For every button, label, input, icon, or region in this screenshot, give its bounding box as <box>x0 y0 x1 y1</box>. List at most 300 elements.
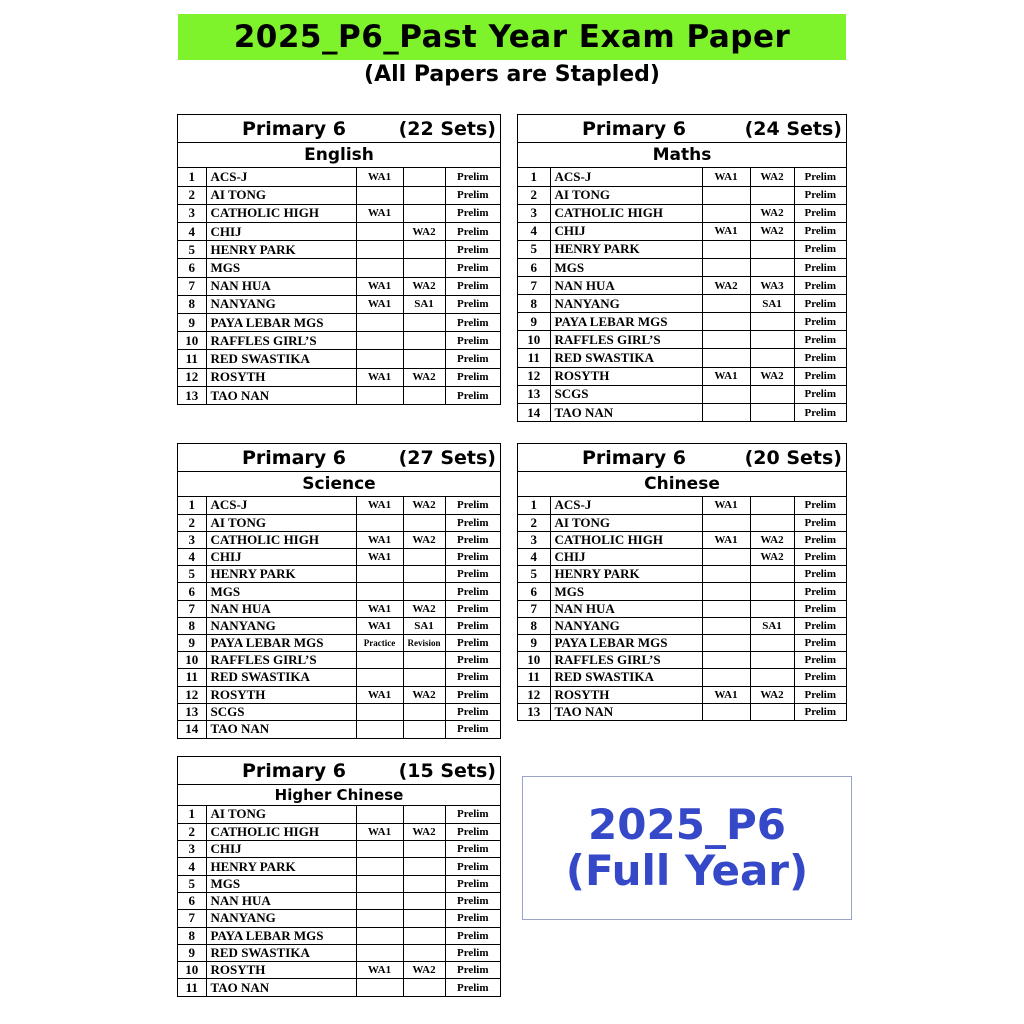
school-name: NANYANG <box>206 910 356 927</box>
table-row <box>178 652 500 669</box>
paper-col-1 <box>356 566 403 583</box>
paper-col-3: Prelim <box>794 583 846 600</box>
paper-col-3: Prelim <box>794 617 846 634</box>
school-name: TAO NAN <box>206 979 356 996</box>
paper-col-3: Prelim <box>794 403 846 421</box>
school-name: AI TONG <box>206 186 356 204</box>
paper-col-2 <box>403 979 445 996</box>
paper-col-1 <box>702 635 750 652</box>
paper-col-3: Prelim <box>445 858 500 875</box>
row-number: 8 <box>178 617 206 634</box>
chinese-level: Primary 6 <box>582 446 687 469</box>
paper-col-2: WA2 <box>750 686 794 703</box>
school-name: ACS-J <box>206 168 356 186</box>
paper-col-2 <box>403 652 445 669</box>
paper-col-3: Prelim <box>794 204 846 222</box>
row-number: 8 <box>178 927 206 944</box>
row-number: 4 <box>178 223 206 241</box>
table-row <box>518 600 846 617</box>
paper-col-3: Prelim <box>445 583 500 600</box>
school-name: NAN HUA <box>206 892 356 909</box>
paper-col-3: Prelim <box>445 277 500 295</box>
school-name: RED SWASTIKA <box>206 944 356 961</box>
school-name: RED SWASTIKA <box>550 349 702 367</box>
paper-col-1 <box>356 806 403 823</box>
paper-col-2: WA2 <box>750 367 794 385</box>
paper-col-3: Prelim <box>445 892 500 909</box>
paper-col-2: WA2 <box>750 222 794 240</box>
table-row <box>518 669 846 686</box>
higher-chinese-sets: (15 Sets) <box>398 759 496 782</box>
paper-col-1 <box>702 204 750 222</box>
paper-col-3: Prelim <box>445 927 500 944</box>
school-name: CATHOLIC HIGH <box>550 531 702 548</box>
school-name: HENRY PARK <box>550 566 702 583</box>
school-name: TAO NAN <box>550 703 702 720</box>
table-row <box>518 204 846 222</box>
english-level: Primary 6 <box>242 117 347 140</box>
table-row <box>518 652 846 669</box>
table-row <box>178 332 500 350</box>
english-sets: (22 Sets) <box>398 117 496 140</box>
paper-col-1: WA1 <box>356 168 403 186</box>
paper-col-2 <box>750 703 794 720</box>
row-number: 13 <box>518 385 550 403</box>
paper-col-2 <box>403 566 445 583</box>
row-number: 10 <box>518 331 550 349</box>
school-name: MGS <box>550 258 702 276</box>
table-row <box>518 168 846 186</box>
row-number: 3 <box>518 204 550 222</box>
table-row <box>178 806 500 823</box>
paper-col-1 <box>702 617 750 634</box>
paper-col-1: WA1 <box>702 686 750 703</box>
paper-col-2 <box>750 331 794 349</box>
paper-col-2 <box>403 892 445 909</box>
table-row <box>178 204 500 222</box>
paper-col-3: Prelim <box>445 669 500 686</box>
row-number: 1 <box>178 806 206 823</box>
paper-col-1 <box>702 652 750 669</box>
paper-col-3: Prelim <box>794 549 846 566</box>
row-number: 1 <box>178 497 206 514</box>
school-name: ACS-J <box>550 168 702 186</box>
row-number: 11 <box>178 979 206 996</box>
maths-level-header <box>518 115 846 143</box>
school-name: HENRY PARK <box>206 241 356 259</box>
paper-col-2 <box>750 514 794 531</box>
table-row <box>178 314 500 332</box>
school-name: HENRY PARK <box>206 858 356 875</box>
table-row <box>518 617 846 634</box>
english-level-header <box>178 115 500 143</box>
paper-col-1 <box>356 841 403 858</box>
paper-col-3: Prelim <box>445 720 500 737</box>
table-row <box>518 497 846 514</box>
paper-col-1: WA1 <box>702 222 750 240</box>
table-row <box>518 583 846 600</box>
page-subtitle: (All Papers are Stapled) <box>364 62 660 87</box>
full-year-line1: 2025_P6 <box>588 799 786 849</box>
table-row <box>178 858 500 875</box>
paper-col-3: Prelim <box>794 385 846 403</box>
paper-col-3: Prelim <box>794 240 846 258</box>
row-number: 2 <box>518 186 550 204</box>
paper-col-2: WA2 <box>403 223 445 241</box>
paper-col-3: Prelim <box>445 223 500 241</box>
paper-col-3: Prelim <box>445 295 500 313</box>
paper-col-2 <box>403 241 445 259</box>
school-name: RED SWASTIKA <box>206 669 356 686</box>
paper-col-2: Revision <box>403 635 445 652</box>
paper-col-2 <box>403 332 445 350</box>
table-row <box>178 277 500 295</box>
paper-col-2: WA2 <box>403 823 445 840</box>
paper-col-3: Prelim <box>445 962 500 979</box>
english-rows <box>178 168 500 404</box>
paper-col-3: Prelim <box>794 669 846 686</box>
paper-col-3: Prelim <box>445 944 500 961</box>
paper-col-3: Prelim <box>445 314 500 332</box>
row-number: 12 <box>178 368 206 386</box>
paper-col-1: WA1 <box>356 823 403 840</box>
paper-col-2: SA1 <box>750 295 794 313</box>
school-name: CATHOLIC HIGH <box>206 823 356 840</box>
school-name: RAFFLES GIRL’S <box>206 332 356 350</box>
paper-col-2: WA2 <box>403 277 445 295</box>
paper-col-2: WA2 <box>403 368 445 386</box>
school-name: RED SWASTIKA <box>206 350 356 368</box>
paper-col-1 <box>702 583 750 600</box>
paper-col-3: Prelim <box>445 168 500 186</box>
row-number: 14 <box>178 720 206 737</box>
row-number: 7 <box>178 277 206 295</box>
science-rows <box>178 497 500 738</box>
school-name: AI TONG <box>206 514 356 531</box>
row-number: 13 <box>178 386 206 404</box>
paper-col-3: Prelim <box>794 222 846 240</box>
school-name: NAN HUA <box>206 277 356 295</box>
table-row <box>518 514 846 531</box>
table-row <box>518 222 846 240</box>
paper-col-1 <box>702 186 750 204</box>
paper-col-3: Prelim <box>445 259 500 277</box>
row-number: 2 <box>178 186 206 204</box>
row-number: 6 <box>178 583 206 600</box>
table-row <box>518 566 846 583</box>
paper-col-2 <box>750 240 794 258</box>
paper-col-2 <box>403 841 445 858</box>
paper-col-1 <box>356 944 403 961</box>
paper-col-2 <box>403 168 445 186</box>
table-row <box>178 944 500 961</box>
paper-col-3: Prelim <box>445 332 500 350</box>
table-row <box>178 514 500 531</box>
paper-col-2: WA2 <box>403 962 445 979</box>
school-name: CHIJ <box>206 841 356 858</box>
table-row <box>178 927 500 944</box>
school-name: CHIJ <box>206 223 356 241</box>
school-name: TAO NAN <box>206 386 356 404</box>
paper-col-3: Prelim <box>445 566 500 583</box>
paper-col-3: Prelim <box>794 531 846 548</box>
row-number: 7 <box>178 600 206 617</box>
school-name: AI TONG <box>550 186 702 204</box>
paper-col-2: WA2 <box>403 531 445 548</box>
paper-col-2 <box>403 875 445 892</box>
paper-col-1: WA1 <box>356 600 403 617</box>
paper-col-3: Prelim <box>794 258 846 276</box>
row-number: 14 <box>518 403 550 421</box>
paper-col-3: Prelim <box>794 277 846 295</box>
row-number: 1 <box>518 497 550 514</box>
paper-col-2 <box>403 858 445 875</box>
paper-col-3: Prelim <box>794 313 846 331</box>
paper-col-1 <box>356 669 403 686</box>
school-name: TAO NAN <box>206 720 356 737</box>
school-name: HENRY PARK <box>206 566 356 583</box>
paper-col-3: Prelim <box>794 186 846 204</box>
table-row <box>518 403 846 421</box>
school-name: MGS <box>206 875 356 892</box>
row-number: 10 <box>178 332 206 350</box>
paper-col-1 <box>702 349 750 367</box>
higher-chinese-level-header <box>178 757 500 785</box>
paper-col-1: WA1 <box>356 497 403 514</box>
paper-col-2 <box>403 910 445 927</box>
paper-col-1 <box>702 331 750 349</box>
paper-col-3: Prelim <box>445 823 500 840</box>
paper-col-2: WA2 <box>750 168 794 186</box>
english-table <box>177 114 501 405</box>
paper-col-3: Prelim <box>445 686 500 703</box>
paper-col-3: Prelim <box>445 875 500 892</box>
table-row <box>178 617 500 634</box>
paper-col-3: Prelim <box>794 703 846 720</box>
table-row <box>518 295 846 313</box>
school-name: PAYA LEBAR MGS <box>550 313 702 331</box>
school-name: RAFFLES GIRL’S <box>550 652 702 669</box>
paper-col-1 <box>356 350 403 368</box>
paper-col-3: Prelim <box>794 367 846 385</box>
row-number: 1 <box>178 168 206 186</box>
row-number: 11 <box>518 349 550 367</box>
row-number: 9 <box>178 314 206 332</box>
paper-col-2 <box>750 497 794 514</box>
school-name: CHIJ <box>206 549 356 566</box>
table-row <box>178 186 500 204</box>
paper-col-3: Prelim <box>794 349 846 367</box>
full-year-box <box>522 776 852 920</box>
higher-chinese-subject: Higher Chinese <box>178 785 500 806</box>
row-number: 10 <box>178 652 206 669</box>
paper-col-1 <box>702 514 750 531</box>
paper-col-2: WA2 <box>750 531 794 548</box>
school-name: PAYA LEBAR MGS <box>206 314 356 332</box>
paper-col-2 <box>403 514 445 531</box>
higher-chinese-rows <box>178 806 500 996</box>
paper-col-3: Prelim <box>445 635 500 652</box>
row-number: 9 <box>518 313 550 331</box>
paper-col-3: Prelim <box>445 350 500 368</box>
paper-col-1: WA1 <box>356 962 403 979</box>
paper-col-1: WA1 <box>356 277 403 295</box>
table-row <box>178 703 500 720</box>
school-name: MGS <box>206 259 356 277</box>
paper-col-1 <box>356 259 403 277</box>
table-row <box>178 566 500 583</box>
table-row <box>178 531 500 548</box>
table-row <box>518 385 846 403</box>
paper-col-1 <box>702 240 750 258</box>
school-name: MGS <box>550 583 702 600</box>
paper-col-1 <box>356 314 403 332</box>
paper-col-3: Prelim <box>794 635 846 652</box>
paper-col-1: WA1 <box>702 168 750 186</box>
row-number: 12 <box>178 686 206 703</box>
row-number: 9 <box>178 635 206 652</box>
school-name: AI TONG <box>206 806 356 823</box>
row-number: 4 <box>518 549 550 566</box>
school-name: SCGS <box>206 703 356 720</box>
row-number: 5 <box>178 241 206 259</box>
paper-col-1 <box>356 186 403 204</box>
science-subject: Science <box>178 472 500 497</box>
paper-col-2: WA2 <box>403 497 445 514</box>
table-row <box>178 600 500 617</box>
school-name: CATHOLIC HIGH <box>206 531 356 548</box>
school-name: ROSYTH <box>206 686 356 703</box>
paper-col-3: Prelim <box>445 241 500 259</box>
paper-col-2 <box>403 549 445 566</box>
table-row <box>178 962 500 979</box>
table-row <box>518 277 846 295</box>
paper-col-2: WA2 <box>750 204 794 222</box>
table-row <box>178 368 500 386</box>
school-name: ROSYTH <box>206 962 356 979</box>
title-banner <box>178 14 846 60</box>
row-number: 2 <box>178 823 206 840</box>
paper-col-2 <box>750 669 794 686</box>
table-row <box>518 531 846 548</box>
chinese-rows <box>518 497 846 720</box>
chinese-level-header <box>518 444 846 472</box>
row-number: 3 <box>518 531 550 548</box>
row-number: 8 <box>518 295 550 313</box>
table-row <box>178 223 500 241</box>
paper-col-1: WA1 <box>356 549 403 566</box>
paper-col-3: Prelim <box>794 295 846 313</box>
table-row <box>518 549 846 566</box>
paper-col-3: Prelim <box>445 186 500 204</box>
paper-col-1 <box>356 223 403 241</box>
table-row <box>518 331 846 349</box>
paper-col-1 <box>356 858 403 875</box>
english-subject: English <box>178 143 500 168</box>
paper-col-3: Prelim <box>445 386 500 404</box>
paper-col-1: WA1 <box>356 531 403 548</box>
table-row <box>178 910 500 927</box>
maths-level: Primary 6 <box>582 117 687 140</box>
table-row <box>178 549 500 566</box>
paper-col-3: Prelim <box>445 497 500 514</box>
paper-col-1 <box>702 703 750 720</box>
row-number: 3 <box>178 204 206 222</box>
paper-col-2: WA2 <box>403 686 445 703</box>
school-name: MGS <box>206 583 356 600</box>
school-name: TAO NAN <box>550 403 702 421</box>
paper-col-1 <box>356 241 403 259</box>
school-name: CATHOLIC HIGH <box>550 204 702 222</box>
paper-col-1: WA2 <box>702 277 750 295</box>
school-name: RAFFLES GIRL’S <box>550 331 702 349</box>
paper-col-1 <box>702 258 750 276</box>
row-number: 8 <box>518 617 550 634</box>
paper-col-2 <box>403 186 445 204</box>
table-row <box>178 635 500 652</box>
paper-col-3: Prelim <box>794 566 846 583</box>
row-number: 6 <box>178 259 206 277</box>
paper-col-2 <box>750 258 794 276</box>
paper-col-1 <box>702 549 750 566</box>
science-level-header <box>178 444 500 472</box>
paper-col-3: Prelim <box>445 979 500 996</box>
row-number: 11 <box>178 350 206 368</box>
paper-col-2 <box>403 259 445 277</box>
paper-col-3: Prelim <box>794 652 846 669</box>
paper-col-2 <box>403 703 445 720</box>
paper-col-1 <box>356 910 403 927</box>
paper-col-2 <box>750 635 794 652</box>
paper-col-1 <box>702 600 750 617</box>
chinese-table <box>517 443 847 721</box>
school-name: RAFFLES GIRL’S <box>206 652 356 669</box>
table-row <box>178 669 500 686</box>
paper-col-3: Prelim <box>445 652 500 669</box>
row-number: 5 <box>178 875 206 892</box>
school-name: NANYANG <box>550 617 702 634</box>
paper-col-1 <box>702 385 750 403</box>
paper-col-1 <box>702 313 750 331</box>
row-number: 4 <box>518 222 550 240</box>
school-name: PAYA LEBAR MGS <box>206 635 356 652</box>
paper-col-2 <box>750 583 794 600</box>
paper-col-1: WA1 <box>356 617 403 634</box>
paper-col-2 <box>750 566 794 583</box>
paper-col-3: Prelim <box>794 514 846 531</box>
paper-col-1: WA1 <box>356 295 403 313</box>
school-name: ROSYTH <box>206 368 356 386</box>
paper-col-2: WA2 <box>750 549 794 566</box>
table-row <box>518 367 846 385</box>
table-row <box>178 841 500 858</box>
paper-col-1 <box>356 332 403 350</box>
school-name: PAYA LEBAR MGS <box>206 927 356 944</box>
maths-subject: Maths <box>518 143 846 168</box>
paper-col-2 <box>403 669 445 686</box>
paper-col-1: WA1 <box>702 531 750 548</box>
paper-col-1 <box>702 669 750 686</box>
paper-col-2: SA1 <box>403 295 445 313</box>
table-row <box>178 241 500 259</box>
school-name: RED SWASTIKA <box>550 669 702 686</box>
table-row <box>518 703 846 720</box>
science-table <box>177 443 501 739</box>
school-name: HENRY PARK <box>550 240 702 258</box>
table-row <box>518 635 846 652</box>
school-name: NANYANG <box>206 295 356 313</box>
row-number: 6 <box>518 583 550 600</box>
